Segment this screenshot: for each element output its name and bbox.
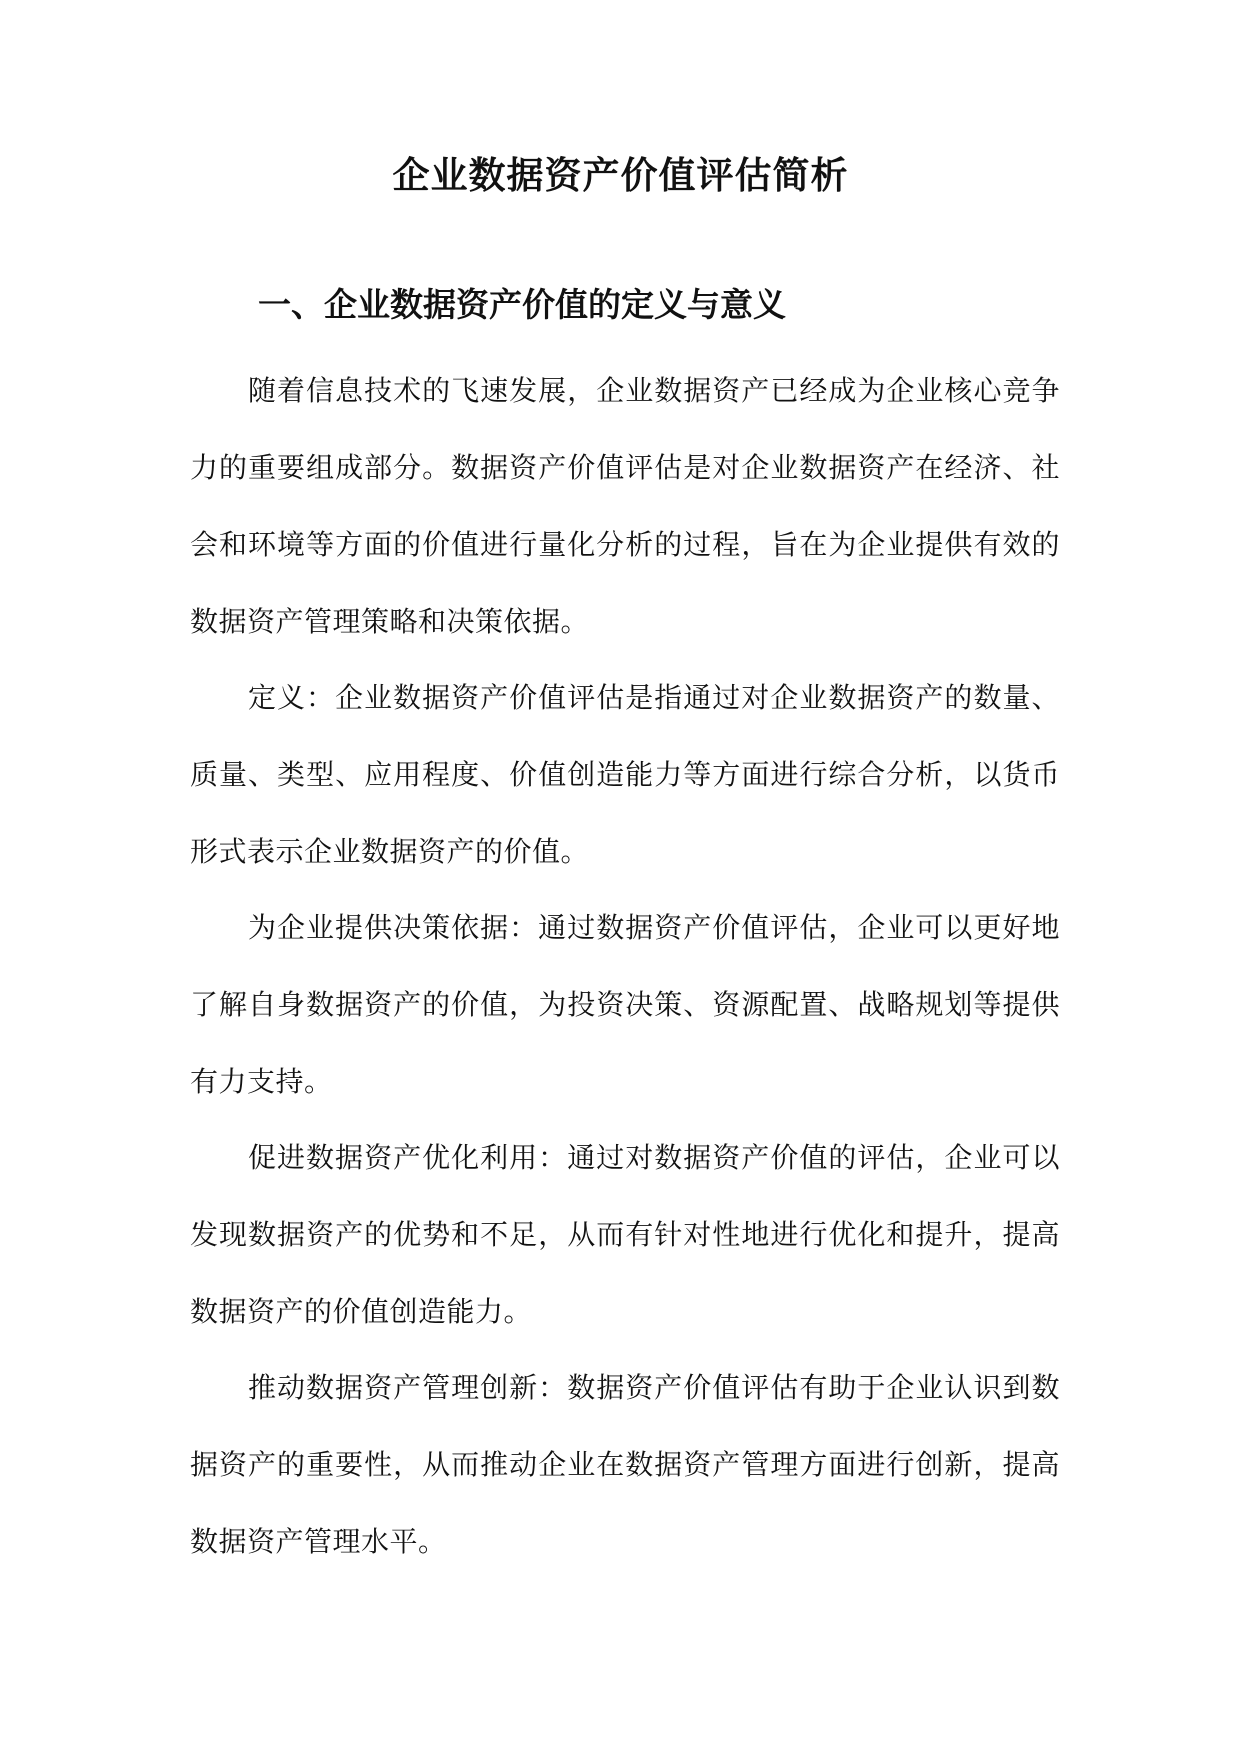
paragraph-definition: 定义：企业数据资产价值评估是指通过对企业数据资产的数量、质量、类型、应用程度、价值创造能力等方面进行综合分析，以货币形式表示企业数据资产的价值。 xyxy=(190,681,1060,868)
paragraph-innovation: 推动数据资产管理创新：数据资产价值评估有助于企业认识到数据资产的重要性，从而推动企业在数据资产管理方面进行创新，提高数据资产管理水平。 xyxy=(190,1371,1060,1558)
document-title: 企业数据资产价值评估简析 xyxy=(392,153,849,197)
section-heading: 一、企业数据资产价值的定义与意义 xyxy=(258,285,786,324)
paragraph-decision-basis: 为企业提供决策依据：通过数据资产价值评估，企业可以更好地了解自身数据资产的价值，为投资决策、资源配置、战略规划等提供有力支持。 xyxy=(190,911,1060,1098)
paragraph-background: 随着信息技术的飞速发展，企业数据资产已经成为企业核心竞争力的重要组成部分。数据资产价值评估是对企业数据资产在经济、社会和环境等方面的价值进行量化分析的过程，旨在为企业提供有效的数据资产管理策略和决策依据。 xyxy=(190,374,1060,638)
paragraph-optimization: 促进数据资产优化利用：通过对数据资产价值的评估，企业可以发现数据资产的优势和不足，从而有针对性地进行优化和提升，提高数据资产的价值创造能力。 xyxy=(190,1141,1060,1328)
